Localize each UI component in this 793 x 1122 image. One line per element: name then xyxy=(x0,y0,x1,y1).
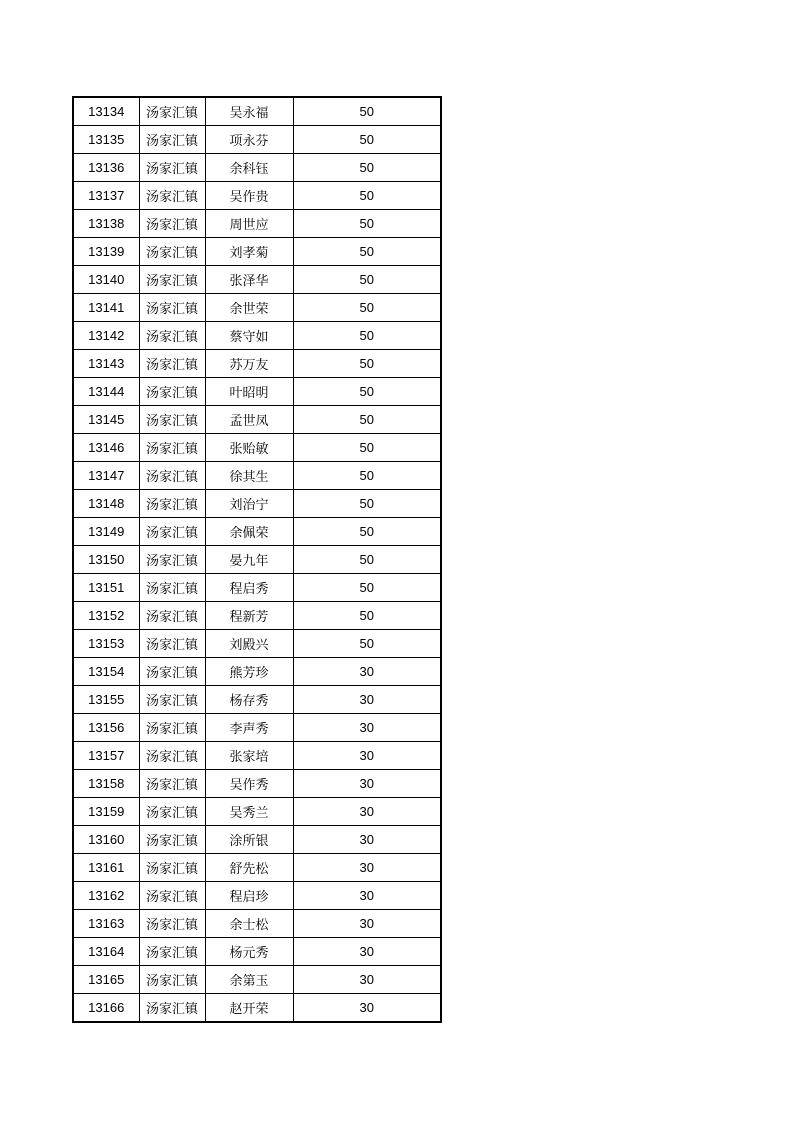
row-id-cell: 13150 xyxy=(73,546,139,574)
amount-cell: 30 xyxy=(293,854,441,882)
amount-cell: 50 xyxy=(293,294,441,322)
table-row xyxy=(73,854,441,882)
amount-cell: 50 xyxy=(293,210,441,238)
amount-cell: 50 xyxy=(293,518,441,546)
town-cell: 汤家汇镇 xyxy=(139,630,205,658)
amount-cell: 50 xyxy=(293,238,441,266)
row-id-cell: 13134 xyxy=(73,97,139,126)
town-cell: 汤家汇镇 xyxy=(139,406,205,434)
row-id-cell: 13141 xyxy=(73,294,139,322)
town-cell: 汤家汇镇 xyxy=(139,238,205,266)
table-row xyxy=(73,938,441,966)
town-cell: 汤家汇镇 xyxy=(139,798,205,826)
person-name-cell: 苏万友 xyxy=(205,350,293,378)
amount-cell: 30 xyxy=(293,714,441,742)
town-cell: 汤家汇镇 xyxy=(139,826,205,854)
row-id-cell: 13153 xyxy=(73,630,139,658)
table-row xyxy=(73,742,441,770)
town-cell: 汤家汇镇 xyxy=(139,910,205,938)
row-id-cell: 13148 xyxy=(73,490,139,518)
table-row xyxy=(73,882,441,910)
row-id-cell: 13145 xyxy=(73,406,139,434)
amount-cell: 50 xyxy=(293,462,441,490)
table-row xyxy=(73,910,441,938)
table-row xyxy=(73,770,441,798)
amount-cell: 50 xyxy=(293,630,441,658)
person-name-cell: 周世应 xyxy=(205,210,293,238)
row-id-cell: 13155 xyxy=(73,686,139,714)
person-name-cell: 张泽华 xyxy=(205,266,293,294)
amount-cell: 50 xyxy=(293,546,441,574)
row-id-cell: 13146 xyxy=(73,434,139,462)
table-row xyxy=(73,126,441,154)
town-cell: 汤家汇镇 xyxy=(139,742,205,770)
person-name-cell: 余科钰 xyxy=(205,154,293,182)
row-id-cell: 13163 xyxy=(73,910,139,938)
town-cell: 汤家汇镇 xyxy=(139,602,205,630)
row-id-cell: 13156 xyxy=(73,714,139,742)
amount-cell: 50 xyxy=(293,434,441,462)
table-row xyxy=(73,434,441,462)
table-row xyxy=(73,210,441,238)
person-name-cell: 程新芳 xyxy=(205,602,293,630)
person-name-cell: 舒先松 xyxy=(205,854,293,882)
row-id-cell: 13143 xyxy=(73,350,139,378)
table-row xyxy=(73,546,441,574)
person-name-cell: 程启秀 xyxy=(205,574,293,602)
town-cell: 汤家汇镇 xyxy=(139,210,205,238)
amount-cell: 50 xyxy=(293,322,441,350)
town-cell: 汤家汇镇 xyxy=(139,97,205,126)
row-id-cell: 13160 xyxy=(73,826,139,854)
town-cell: 汤家汇镇 xyxy=(139,994,205,1023)
amount-cell: 50 xyxy=(293,602,441,630)
row-id-cell: 13165 xyxy=(73,966,139,994)
table-row xyxy=(73,350,441,378)
data-table xyxy=(72,96,442,1023)
person-name-cell: 徐其生 xyxy=(205,462,293,490)
amount-cell: 30 xyxy=(293,742,441,770)
table-row xyxy=(73,154,441,182)
person-name-cell: 张贻敏 xyxy=(205,434,293,462)
amount-cell: 30 xyxy=(293,826,441,854)
town-cell: 汤家汇镇 xyxy=(139,854,205,882)
person-name-cell: 吴作贵 xyxy=(205,182,293,210)
table-row xyxy=(73,378,441,406)
table-row xyxy=(73,490,441,518)
row-id-cell: 13135 xyxy=(73,126,139,154)
row-id-cell: 13159 xyxy=(73,798,139,826)
person-name-cell: 吴秀兰 xyxy=(205,798,293,826)
table-row xyxy=(73,798,441,826)
table-row xyxy=(73,686,441,714)
table-row xyxy=(73,602,441,630)
town-cell: 汤家汇镇 xyxy=(139,546,205,574)
table-row xyxy=(73,630,441,658)
table-row xyxy=(73,966,441,994)
person-name-cell: 杨存秀 xyxy=(205,686,293,714)
amount-cell: 30 xyxy=(293,686,441,714)
person-name-cell: 吴作秀 xyxy=(205,770,293,798)
amount-cell: 30 xyxy=(293,770,441,798)
town-cell: 汤家汇镇 xyxy=(139,714,205,742)
town-cell: 汤家汇镇 xyxy=(139,462,205,490)
person-name-cell: 余世荣 xyxy=(205,294,293,322)
person-name-cell: 余佩荣 xyxy=(205,518,293,546)
town-cell: 汤家汇镇 xyxy=(139,154,205,182)
table-row xyxy=(73,238,441,266)
town-cell: 汤家汇镇 xyxy=(139,126,205,154)
amount-cell: 50 xyxy=(293,350,441,378)
town-cell: 汤家汇镇 xyxy=(139,686,205,714)
person-name-cell: 程启珍 xyxy=(205,882,293,910)
person-name-cell: 蔡守如 xyxy=(205,322,293,350)
table-body xyxy=(73,97,441,1022)
row-id-cell: 13144 xyxy=(73,378,139,406)
amount-cell: 30 xyxy=(293,938,441,966)
row-id-cell: 13149 xyxy=(73,518,139,546)
amount-cell: 50 xyxy=(293,378,441,406)
town-cell: 汤家汇镇 xyxy=(139,294,205,322)
row-id-cell: 13158 xyxy=(73,770,139,798)
table-row xyxy=(73,518,441,546)
table-row xyxy=(73,658,441,686)
town-cell: 汤家汇镇 xyxy=(139,658,205,686)
person-name-cell: 涂所银 xyxy=(205,826,293,854)
person-name-cell: 张家培 xyxy=(205,742,293,770)
table-row xyxy=(73,462,441,490)
amount-cell: 30 xyxy=(293,798,441,826)
town-cell: 汤家汇镇 xyxy=(139,574,205,602)
person-name-cell: 刘治宁 xyxy=(205,490,293,518)
town-cell: 汤家汇镇 xyxy=(139,266,205,294)
amount-cell: 50 xyxy=(293,574,441,602)
row-id-cell: 13142 xyxy=(73,322,139,350)
amount-cell: 50 xyxy=(293,266,441,294)
amount-cell: 30 xyxy=(293,910,441,938)
table-row xyxy=(73,322,441,350)
town-cell: 汤家汇镇 xyxy=(139,350,205,378)
row-id-cell: 13152 xyxy=(73,602,139,630)
amount-cell: 50 xyxy=(293,490,441,518)
amount-cell: 50 xyxy=(293,406,441,434)
row-id-cell: 13164 xyxy=(73,938,139,966)
person-name-cell: 刘殿兴 xyxy=(205,630,293,658)
town-cell: 汤家汇镇 xyxy=(139,182,205,210)
town-cell: 汤家汇镇 xyxy=(139,434,205,462)
amount-cell: 30 xyxy=(293,658,441,686)
town-cell: 汤家汇镇 xyxy=(139,966,205,994)
amount-cell: 30 xyxy=(293,882,441,910)
person-name-cell: 余士松 xyxy=(205,910,293,938)
town-cell: 汤家汇镇 xyxy=(139,882,205,910)
table-row xyxy=(73,994,441,1023)
row-id-cell: 13154 xyxy=(73,658,139,686)
table-row xyxy=(73,97,441,126)
amount-cell: 50 xyxy=(293,97,441,126)
row-id-cell: 13151 xyxy=(73,574,139,602)
row-id-cell: 13138 xyxy=(73,210,139,238)
town-cell: 汤家汇镇 xyxy=(139,770,205,798)
table-row xyxy=(73,574,441,602)
amount-cell: 50 xyxy=(293,126,441,154)
person-name-cell: 余第玉 xyxy=(205,966,293,994)
row-id-cell: 13137 xyxy=(73,182,139,210)
table-row xyxy=(73,714,441,742)
row-id-cell: 13166 xyxy=(73,994,139,1023)
person-name-cell: 吴永福 xyxy=(205,97,293,126)
amount-cell: 30 xyxy=(293,966,441,994)
person-name-cell: 赵开荣 xyxy=(205,994,293,1023)
row-id-cell: 13140 xyxy=(73,266,139,294)
person-name-cell: 杨元秀 xyxy=(205,938,293,966)
town-cell: 汤家汇镇 xyxy=(139,322,205,350)
row-id-cell: 13161 xyxy=(73,854,139,882)
row-id-cell: 13136 xyxy=(73,154,139,182)
person-name-cell: 晏九年 xyxy=(205,546,293,574)
town-cell: 汤家汇镇 xyxy=(139,490,205,518)
table-row xyxy=(73,826,441,854)
town-cell: 汤家汇镇 xyxy=(139,518,205,546)
person-name-cell: 项永芬 xyxy=(205,126,293,154)
town-cell: 汤家汇镇 xyxy=(139,378,205,406)
amount-cell: 50 xyxy=(293,154,441,182)
person-name-cell: 熊芳珍 xyxy=(205,658,293,686)
table-row xyxy=(73,294,441,322)
table-row xyxy=(73,182,441,210)
table-row xyxy=(73,406,441,434)
row-id-cell: 13139 xyxy=(73,238,139,266)
table-row xyxy=(73,266,441,294)
amount-cell: 30 xyxy=(293,994,441,1023)
row-id-cell: 13147 xyxy=(73,462,139,490)
town-cell: 汤家汇镇 xyxy=(139,938,205,966)
row-id-cell: 13162 xyxy=(73,882,139,910)
person-name-cell: 李声秀 xyxy=(205,714,293,742)
person-name-cell: 孟世凤 xyxy=(205,406,293,434)
row-id-cell: 13157 xyxy=(73,742,139,770)
person-name-cell: 刘孝菊 xyxy=(205,238,293,266)
amount-cell: 50 xyxy=(293,182,441,210)
person-name-cell: 叶昭明 xyxy=(205,378,293,406)
